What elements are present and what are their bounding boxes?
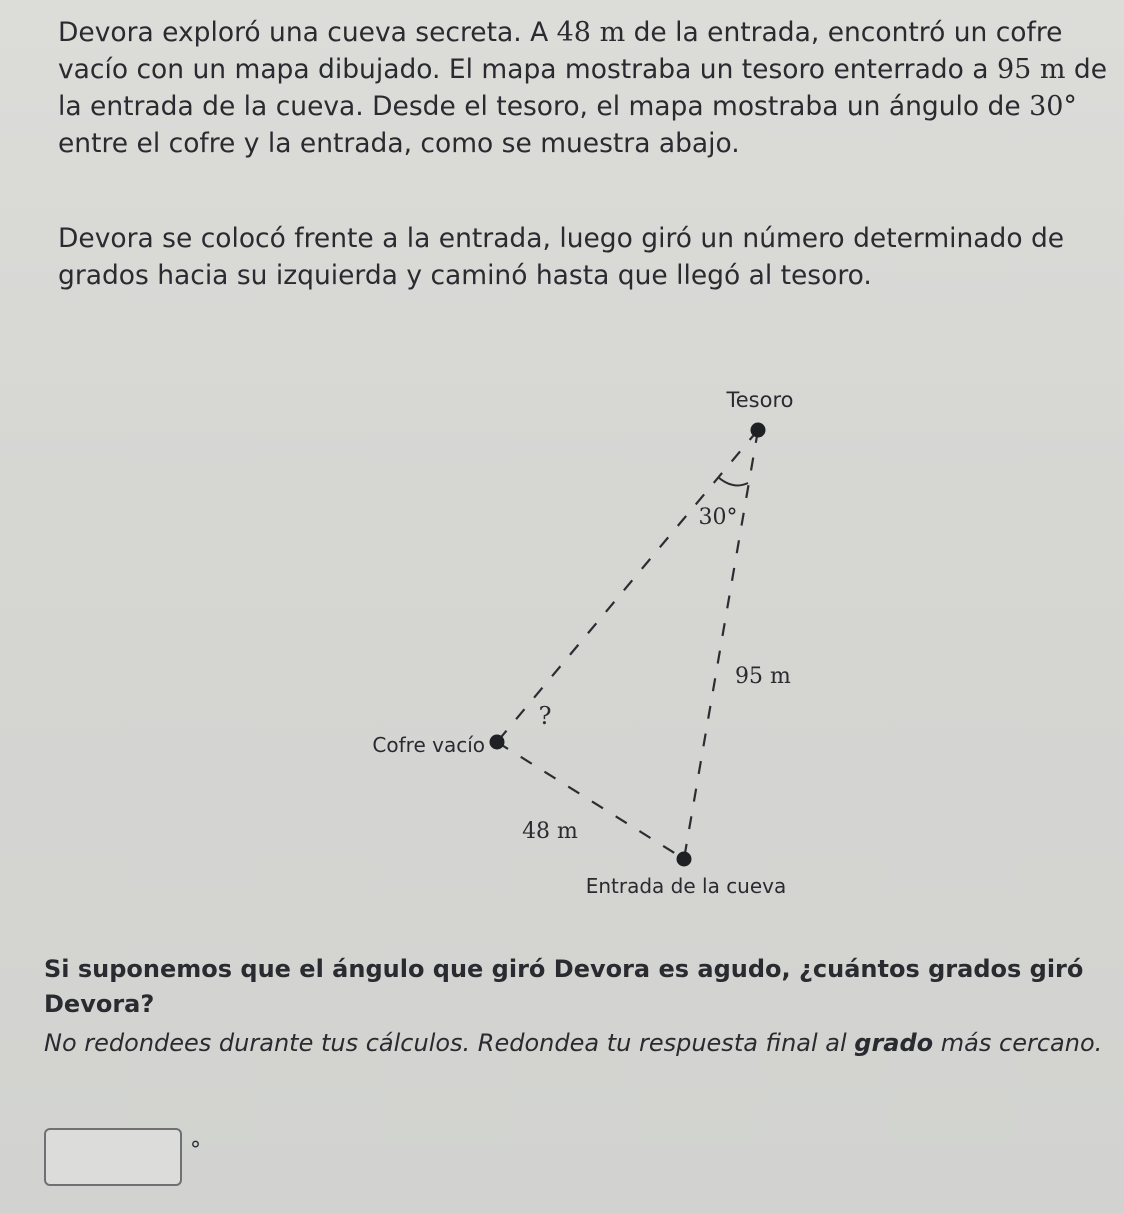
instruction-text (44, 1026, 1104, 1061)
entrance-point (677, 852, 692, 867)
angle-arc-treasure (718, 477, 748, 485)
label-treasure: Tesoro (726, 388, 794, 412)
instruction-emphasis: grado (854, 1029, 934, 1057)
distance-chest: 48 m (556, 17, 626, 48)
instruction-part: más cercano. (933, 1029, 1103, 1057)
label-side-48: 48 m (522, 819, 578, 844)
instruction-part: No redondees durante tus cálculos. Redondea tu respuesta final al (44, 1029, 855, 1057)
label-side-95: 95 m (735, 664, 791, 689)
problem-text: de la entrada de la cueva. Desde el tesoro, el mapa mostraba un ángulo de (58, 54, 1108, 122)
problem-text: Devora exploró una cueva secreta. A (58, 17, 557, 48)
problem-text: entre el cofre y la entrada, como se muestra abajo. (58, 128, 740, 159)
side-treasure-entrance (684, 430, 758, 859)
problem-paragraph-2: Devora se colocó frente a la entrada, luego giró un número determinado de grados hacia su izquierda y caminó hasta que llegó al tesoro. (58, 223, 1065, 291)
angle-value: 30° (1029, 91, 1077, 122)
distance-treasure: 95 m (996, 54, 1066, 85)
label-unknown-angle: ? (538, 702, 552, 730)
label-chest: Cofre vacío (372, 733, 485, 757)
treasure-point (751, 423, 766, 438)
degree-unit: ° (190, 1138, 201, 1163)
problem-text: de la entrada, encontró un cofre vacío con un mapa dibujado. El mapa mostraba un tesoro enterrado a (58, 17, 1063, 85)
label-angle-treasure: 30° (698, 505, 738, 530)
triangle-diagram (340, 380, 820, 910)
label-entrance: Entrada de la cueva (585, 874, 787, 898)
chest-point (490, 735, 505, 750)
answer-input[interactable] (44, 1128, 182, 1186)
question-text: Si suponemos que el ángulo que giró Devora es agudo, ¿cuántos grados giró Devora? (44, 955, 1084, 1018)
problem-paragraph-1 (58, 14, 1108, 162)
